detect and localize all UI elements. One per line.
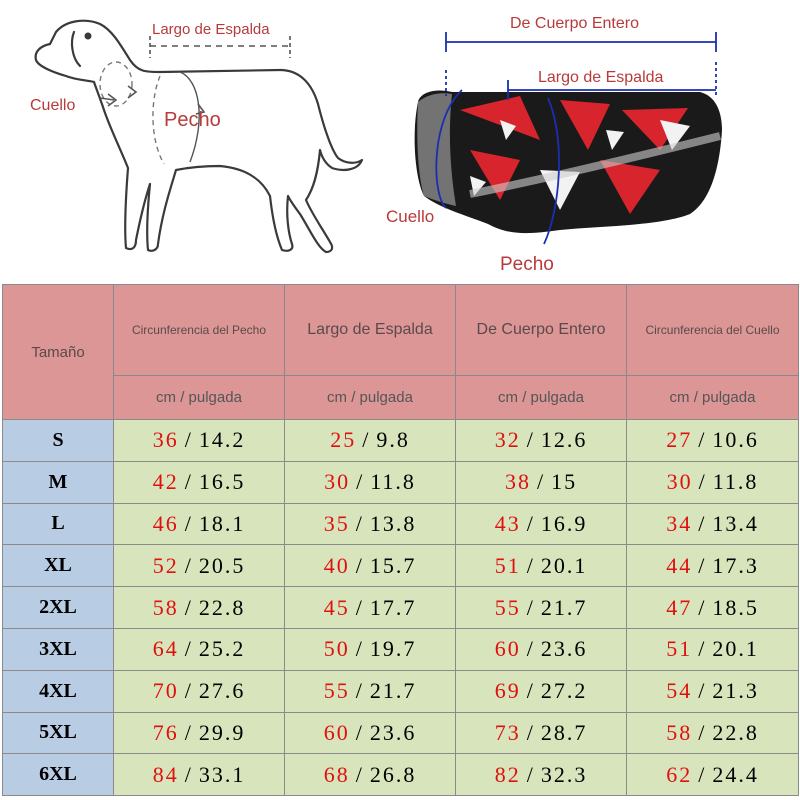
cm-value: 55: [494, 594, 521, 620]
cm-value: 46: [152, 510, 179, 536]
neck-value-cell: [627, 503, 799, 545]
dog-chest-label: Pecho: [164, 109, 221, 131]
cm-value: 54: [666, 678, 693, 704]
unit-separator: /: [536, 469, 546, 495]
table-row: [3, 670, 799, 712]
cm-value: 58: [666, 719, 693, 745]
inch-value: 21.7: [540, 594, 588, 620]
cm-value: 38: [504, 469, 531, 495]
inch-value: 12.6: [540, 427, 588, 453]
unit-label: cm / pulgada: [285, 376, 456, 420]
cm-value: 62: [666, 761, 693, 787]
cm-value: 68: [323, 761, 350, 787]
back-value-cell: [285, 461, 456, 503]
neck-value-cell: [627, 545, 799, 587]
unit-separator: /: [355, 719, 364, 745]
inch-value: 26.8: [369, 761, 417, 787]
unit-separator: /: [698, 552, 707, 578]
coat-illustration: [415, 90, 722, 233]
cm-value: 40: [323, 552, 350, 578]
unit-separator: /: [184, 510, 193, 536]
table-row: [3, 628, 799, 670]
cm-value: 30: [324, 469, 351, 495]
inch-value: 28.7: [540, 719, 588, 745]
table-row: [3, 461, 799, 503]
cm-value: 55: [323, 678, 350, 704]
back-value-cell: [285, 712, 456, 754]
cm-value: 76: [152, 719, 179, 745]
full-value-cell: [456, 628, 627, 670]
unit-separator: /: [355, 636, 364, 662]
cm-value: 50: [323, 636, 350, 662]
unit-separator: /: [698, 719, 707, 745]
table-row: [3, 545, 799, 587]
dog-measure-arrows: [100, 36, 290, 114]
size-cell: XL: [3, 545, 114, 587]
chest-value-cell: [114, 670, 285, 712]
dog-outline-illustration: [36, 21, 362, 252]
full-value-cell: [456, 587, 627, 629]
chest-value-cell: [114, 503, 285, 545]
cm-value: 51: [494, 552, 521, 578]
full-value-cell: [456, 712, 627, 754]
back-length-column-header: Largo de Espalda: [285, 285, 456, 376]
inch-value: 25.2: [198, 636, 246, 662]
inch-value: 11.8: [370, 469, 416, 495]
header-row: [3, 285, 799, 376]
cm-value: 43: [494, 510, 521, 536]
table-row: [3, 754, 799, 796]
back-value-cell: [285, 420, 456, 462]
unit-separator: /: [526, 761, 535, 787]
unit-separator: /: [526, 719, 535, 745]
cm-value: 82: [494, 761, 521, 787]
back-value-cell: [285, 754, 456, 796]
unit-separator: /: [362, 427, 371, 453]
neck-column-header: Circunferencia del Cuello: [627, 285, 799, 376]
full-value-cell: [456, 754, 627, 796]
inch-value: 21.7: [369, 678, 417, 704]
unit-separator: /: [184, 469, 193, 495]
measurement-diagram: [0, 0, 800, 280]
inch-value: 17.7: [369, 594, 417, 620]
inch-value: 18.1: [198, 510, 246, 536]
cm-value: 60: [323, 719, 350, 745]
unit-separator: /: [184, 678, 193, 704]
unit-separator: /: [355, 678, 364, 704]
full-value-cell: [456, 461, 627, 503]
inch-value: 11.8: [712, 469, 759, 495]
neck-value-cell: [627, 461, 799, 503]
neck-value-cell: [627, 712, 799, 754]
unit-separator: /: [355, 552, 364, 578]
chest-value-cell: [114, 587, 285, 629]
back-value-cell: [285, 628, 456, 670]
inch-value: 29.9: [198, 719, 246, 745]
cm-value: 32: [494, 427, 521, 453]
inch-value: 23.6: [540, 636, 588, 662]
neck-value-cell: [627, 587, 799, 629]
unit-separator: /: [698, 469, 707, 495]
inch-value: 23.6: [369, 719, 417, 745]
inch-value: 22.8: [198, 594, 246, 620]
inch-value: 18.5: [712, 594, 759, 620]
table-row: [3, 587, 799, 629]
unit-label: cm / pulgada: [114, 376, 285, 420]
unit-separator: /: [184, 719, 193, 745]
back-value-cell: [285, 587, 456, 629]
neck-value-cell: [627, 420, 799, 462]
inch-value: 16.9: [540, 510, 588, 536]
size-cell: 5XL: [3, 712, 114, 754]
inch-value: 13.4: [712, 510, 759, 536]
size-rows: [3, 420, 799, 796]
inch-value: 16.5: [198, 469, 246, 495]
inch-value: 13.8: [369, 510, 417, 536]
coat-back-length-label: Largo de Espalda: [538, 69, 664, 86]
inch-value: 21.3: [712, 678, 759, 704]
unit-separator: /: [526, 594, 535, 620]
cm-value: 64: [152, 636, 179, 662]
table-row: [3, 503, 799, 545]
cm-value: 30: [666, 469, 693, 495]
unit-separator: /: [526, 427, 535, 453]
unit-label: cm / pulgada: [456, 376, 627, 420]
inch-value: 17.3: [712, 552, 759, 578]
cm-value: 35: [323, 510, 350, 536]
unit-separator: /: [526, 636, 535, 662]
coat-neck-label: Cuello: [386, 207, 435, 226]
inch-value: 24.4: [712, 761, 759, 787]
unit-separator: /: [355, 594, 364, 620]
inch-value: 10.6: [712, 427, 759, 453]
inch-value: 20.5: [198, 552, 246, 578]
full-body-column-header: De Cuerpo Entero: [456, 285, 627, 376]
size-chart-table: [2, 284, 799, 796]
cm-value: 45: [323, 594, 350, 620]
full-value-cell: [456, 545, 627, 587]
table-row: [3, 712, 799, 754]
unit-separator: /: [184, 552, 193, 578]
cm-value: 84: [152, 761, 179, 787]
inch-value: 27.2: [540, 678, 588, 704]
inch-value: 9.8: [376, 427, 410, 453]
unit-separator: /: [698, 636, 707, 662]
back-value-cell: [285, 503, 456, 545]
size-cell: 2XL: [3, 587, 114, 629]
cm-value: 69: [494, 678, 521, 704]
size-column-header: Tamaño: [3, 285, 114, 420]
cm-value: 27: [666, 427, 693, 453]
inch-value: 19.7: [369, 636, 417, 662]
coat-full-body-label: De Cuerpo Entero: [510, 15, 639, 32]
inch-value: 14.2: [198, 427, 246, 453]
cm-value: 25: [330, 427, 357, 453]
inch-value: 15.7: [369, 552, 417, 578]
unit-separator: /: [526, 510, 535, 536]
chest-value-cell: [114, 461, 285, 503]
unit-row: [3, 376, 799, 420]
unit-separator: /: [184, 427, 193, 453]
chest-value-cell: [114, 712, 285, 754]
dog-neck-label: Cuello: [30, 97, 76, 114]
cm-value: 42: [152, 469, 179, 495]
cm-value: 44: [666, 552, 693, 578]
table-row: [3, 420, 799, 462]
unit-separator: /: [184, 636, 193, 662]
size-cell: 4XL: [3, 670, 114, 712]
full-value-cell: [456, 420, 627, 462]
chest-value-cell: [114, 420, 285, 462]
inch-value: 32.3: [540, 761, 588, 787]
size-cell: 3XL: [3, 628, 114, 670]
unit-separator: /: [698, 678, 707, 704]
cm-value: 52: [152, 552, 179, 578]
unit-separator: /: [184, 594, 193, 620]
back-value-cell: [285, 545, 456, 587]
unit-separator: /: [526, 552, 535, 578]
inch-value: 20.1: [712, 636, 759, 662]
unit-separator: /: [355, 510, 364, 536]
cm-value: 73: [494, 719, 521, 745]
coat-chest-label: Pecho: [500, 254, 554, 275]
neck-value-cell: [627, 628, 799, 670]
dog-back-length-label: Largo de Espalda: [152, 21, 270, 38]
unit-separator: /: [526, 678, 535, 704]
unit-separator: /: [698, 761, 707, 787]
unit-separator: /: [698, 427, 707, 453]
unit-separator: /: [698, 510, 707, 536]
neck-value-cell: [627, 670, 799, 712]
unit-label: cm / pulgada: [627, 376, 799, 420]
full-value-cell: [456, 503, 627, 545]
size-cell: 6XL: [3, 754, 114, 796]
cm-value: 58: [152, 594, 179, 620]
size-cell: M: [3, 461, 114, 503]
full-value-cell: [456, 670, 627, 712]
inch-value: 15: [551, 469, 578, 495]
cm-value: 34: [666, 510, 693, 536]
unit-separator: /: [184, 761, 193, 787]
unit-separator: /: [698, 594, 707, 620]
cm-value: 70: [152, 678, 179, 704]
chest-value-cell: [114, 545, 285, 587]
chest-value-cell: [114, 628, 285, 670]
neck-value-cell: [627, 754, 799, 796]
cm-value: 60: [494, 636, 521, 662]
inch-value: 20.1: [540, 552, 588, 578]
chest-column-header: Circunferencia del Pecho: [114, 285, 285, 376]
cm-value: 51: [666, 636, 693, 662]
unit-separator: /: [355, 761, 364, 787]
cm-value: 47: [666, 594, 693, 620]
cm-value: 36: [152, 427, 179, 453]
inch-value: 22.8: [712, 719, 759, 745]
inch-value: 33.1: [198, 761, 246, 787]
size-cell: L: [3, 503, 114, 545]
back-value-cell: [285, 670, 456, 712]
size-cell: S: [3, 420, 114, 462]
inch-value: 27.6: [198, 678, 246, 704]
unit-separator: /: [356, 469, 365, 495]
chest-value-cell: [114, 754, 285, 796]
